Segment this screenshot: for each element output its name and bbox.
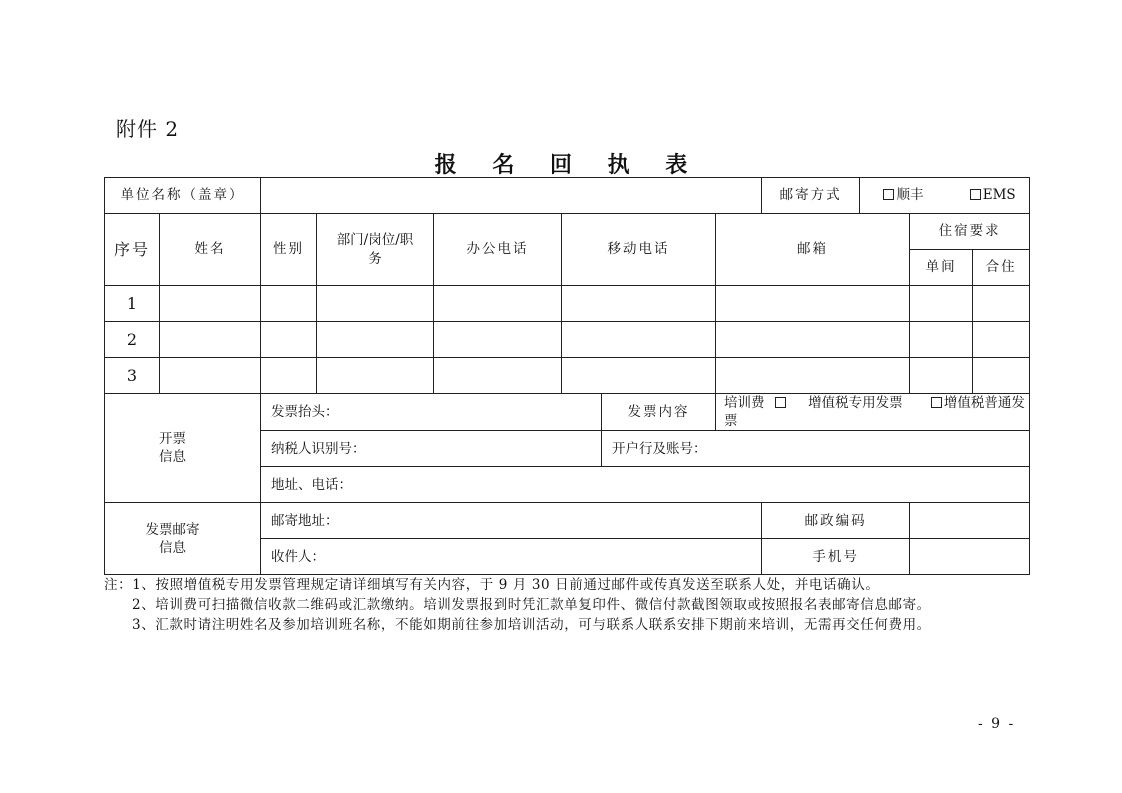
mobile-cell[interactable] [562, 358, 716, 394]
header-office-phone: 办公电话 [434, 214, 562, 286]
mobile-cell[interactable] [562, 286, 716, 322]
postcode-field[interactable] [910, 503, 1030, 539]
gender-cell[interactable] [261, 322, 317, 358]
single-room-cell[interactable] [910, 322, 973, 358]
shared-room-cell[interactable] [973, 358, 1030, 394]
postcode-label: 邮政编码 [762, 503, 910, 539]
office-phone-cell[interactable] [434, 358, 562, 394]
mail-method-options [860, 178, 1030, 214]
notes [104, 575, 1029, 635]
header-dept: 部门/岗位/职务 [317, 214, 434, 286]
header-lodging: 住宿要求 [910, 214, 1030, 250]
table-row [105, 286, 1030, 322]
office-phone-cell[interactable] [434, 286, 562, 322]
invoice-content-label: 发票内容 [602, 394, 716, 431]
checkbox-icon[interactable] [970, 189, 981, 200]
mailing-row-1 [105, 503, 1030, 539]
email-cell[interactable] [716, 358, 910, 394]
shared-room-cell[interactable] [973, 286, 1030, 322]
ems-option[interactable]: EMS [970, 187, 1016, 203]
name-cell[interactable] [160, 358, 261, 394]
invoice-title-field[interactable]: 发票抬头： [261, 394, 602, 431]
header-seq: 序号 [105, 214, 160, 286]
shared-room-cell[interactable] [973, 322, 1030, 358]
vat-special-label: 增值税专用发票 [808, 395, 903, 411]
table-row [105, 358, 1030, 394]
checkbox-icon[interactable] [931, 397, 942, 408]
email-cell[interactable] [716, 286, 910, 322]
header-row-1 [105, 214, 1030, 250]
unit-name-field[interactable] [261, 178, 762, 214]
single-room-cell[interactable] [910, 286, 973, 322]
dept-cell[interactable] [317, 322, 434, 358]
name-cell[interactable] [160, 322, 261, 358]
address-phone-field[interactable]: 地址、电话： [261, 467, 1030, 503]
row-seq: 2 [105, 322, 160, 358]
mail-method-label: 邮寄方式 [762, 178, 860, 214]
mailing-section-label: 发票邮寄 信息 [105, 503, 261, 575]
invoice-content-options [716, 394, 1030, 431]
gender-cell[interactable] [261, 286, 317, 322]
checkbox-icon[interactable] [775, 397, 786, 408]
dept-cell[interactable] [317, 358, 434, 394]
mailing-address-field[interactable]: 邮寄地址： [261, 503, 762, 539]
registration-table [104, 177, 1030, 575]
email-cell[interactable] [716, 322, 910, 358]
row-seq: 1 [105, 286, 160, 322]
taxpayer-id-field[interactable]: 纳税人识别号： [261, 431, 602, 467]
office-phone-cell[interactable] [434, 322, 562, 358]
mobile-label: 手机号 [762, 539, 910, 575]
header-email: 邮箱 [716, 214, 910, 286]
invoice-row-1 [105, 394, 1030, 431]
header-mobile: 移动电话 [562, 214, 716, 286]
unit-name-label: 单位名称（盖章） [105, 178, 261, 214]
page-number: - 9 - [978, 716, 1016, 732]
unit-row [105, 178, 1030, 214]
bank-account-field[interactable]: 开户行及账号： [602, 431, 1030, 467]
mobile-cell[interactable] [562, 322, 716, 358]
note-1: 注：1、按照增值税专用发票管理规定请详细填写有关内容，于 9 月 30 日前通过邮件或传真发送至联系人处，并电话确认。 [104, 577, 880, 593]
recipient-field[interactable]: 收件人： [261, 539, 762, 575]
header-name: 姓名 [160, 214, 261, 286]
form-title: 报 名 回 执 表 [434, 152, 702, 178]
row-seq: 3 [105, 358, 160, 394]
table-row [105, 322, 1030, 358]
header-single-room: 单间 [910, 250, 973, 286]
shunfeng-option[interactable]: 顺丰 [883, 187, 923, 203]
header-gender: 性别 [261, 214, 317, 286]
name-cell[interactable] [160, 286, 261, 322]
single-room-cell[interactable] [910, 358, 973, 394]
header-shared-room: 合住 [973, 250, 1030, 286]
attachment-label: 附件 2 [116, 117, 180, 141]
gender-cell[interactable] [261, 358, 317, 394]
mobile-field[interactable] [910, 539, 1030, 575]
note-2: 2、培训费可扫描微信收款二维码或汇款缴纳。培训发票报到时凭汇款单复印件、微信付款截图领取或按照报名表邮寄信息邮寄。 [132, 597, 931, 613]
vat-normal-label: 增值税普通发票 [724, 395, 1025, 430]
invoice-item-training-fee: 培训费 [724, 395, 765, 411]
checkbox-icon[interactable] [883, 189, 894, 200]
dept-cell[interactable] [317, 286, 434, 322]
invoice-section-label: 开票 信息 [105, 394, 261, 503]
note-3: 3、汇款时请注明姓名及参加培训班名称，不能如期前往参加培训活动，可与联系人联系安排下期前来培训，无需再交任何费用。 [132, 617, 931, 633]
